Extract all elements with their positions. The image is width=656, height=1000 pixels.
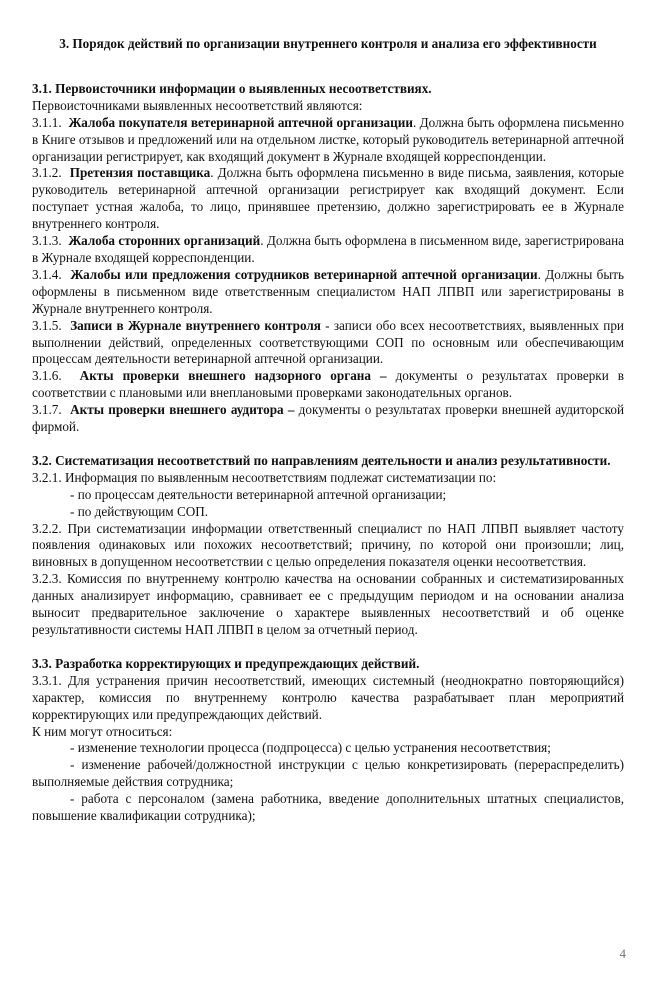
item-3-1-5 (32, 318, 624, 369)
item-bold-label: Акты проверки внешнего аудитора – (70, 402, 295, 418)
section-3-1-heading: 3.1. Первоисточники информации о выявленных несоответствиях. (32, 80, 432, 96)
page-title: 3. Порядок действий по организации внутреннего контроля и анализа его эффективности (59, 36, 597, 51)
list-item: - работа с персоналом (замена работника, введение дополнительных штатных специалистов, повышение квалификации сотрудника); (32, 791, 624, 824)
section-3-2-heading: 3.2. Систематизация несоответствий по направлениям деятельности и анализ результативности. (32, 452, 611, 468)
item-bold-label: Претензия поставщика (69, 165, 211, 181)
item-text: - записи обо всех несоответствиях, выявленных при выполнении действий, определенных соответствующими СОП по основным или обеспечивающим процессам деятельности ветеринарной аптечной организации. (32, 317, 624, 367)
item-text: . Должна быть оформлена письменно в виде письма, заявления, которые руководитель ветеринарной аптечной организации регистрирует как входящий документ. Если поступает устная жалоба, то лицо, принявшее претензию, должно зарегистрировать ее в Журнале внутреннего контроля. (32, 165, 625, 232)
list-item: - по действующим СОП. (70, 503, 209, 519)
item-bold-label: Жалоба покупателя ветеринарной аптечной организации (68, 114, 413, 130)
list-item: - по процессам деятельности ветеринарной аптечной организации; (70, 486, 447, 502)
paragraph-3-2-3: 3.2.3. Комиссия по внутреннему контролю качества на основании собранных и систематизированных данных анализирует информацию, сравнивает ее с предыдущим периодом и на основании анализа выносит предварительное заключение о характере выявленных несоответствий и об оценке результативности системы НАП ЛПВП в целом за отчетный период. (32, 571, 624, 637)
spacer (32, 436, 624, 453)
paragraph-3-2-1: 3.2.1. Информация по выявленным несоответствиям подлежат систематизации по: (32, 469, 497, 485)
item-3-1-2 (32, 165, 624, 233)
item-number: 3.1.2. (32, 165, 62, 181)
paragraph-3-2-2: 3.2.2. При систематизации информации ответственный специалист по НАП ЛПВП выявляет частоту появления одинаковых или похожих несоответствий; причину, по которой они произошли; лиц, виновных в допущенном несоответствии с целью определения показателя оценки несоответствия. (32, 520, 624, 570)
list-item: - изменение технологии процесса (подпроцесса) с целью устранения несоответствия; (70, 740, 551, 756)
item-number: 3.1.5. (32, 317, 62, 333)
item-number: 3.1.6. (32, 368, 62, 384)
item-number: 3.1.4. (32, 266, 62, 282)
item-number: 3.1.1. (32, 114, 62, 130)
item-3-1-7 (32, 402, 624, 436)
list-item: - изменение рабочей/должностной инструкции с целью конкретизировать (перераспределить) выполняемые действия сотрудника; (32, 757, 624, 790)
item-3-1-4 (32, 267, 624, 318)
item-bold-label: Жалобы или предложения сотрудников ветеринарной аптечной организации (70, 266, 538, 282)
item-bold-label: Акты проверки внешнего надзорного органа – (79, 368, 387, 384)
item-text: . Должна быть оформлена письменно в Книге отзывов и предложений или на отдельном листке, который руководитель ветеринарной аптечной организации регистрирует, как входящий документ в Журнале входящей корреспонденции. (32, 114, 624, 164)
paragraph-3-3-1: 3.3.1. Для устранения причин несоответствий, имеющих системный (неоднократно повторяющийся) характер, комиссия по внутреннему контролю качества разрабатывает план мероприятий корректирующих или предупреждающих действий. (32, 672, 624, 722)
item-3-1-6 (32, 368, 624, 402)
item-number: 3.1.3. (32, 233, 62, 249)
item-number: 3.1.7. (32, 402, 62, 418)
section-3-3-title: . Разработка корректирующих и предупреждающих действий. (48, 655, 420, 671)
item-bold-label: Жалоба сторонних организаций (68, 233, 261, 249)
item-3-1-3 (32, 233, 624, 267)
item-bold-label: Записи в Журнале внутреннего контроля (70, 317, 321, 333)
item-text: документы о результатах проверки внешней аудиторской фирмой. (32, 402, 625, 435)
paragraph-3-3-intro: К ним могут относиться: (32, 723, 173, 739)
section-3-3-heading (32, 656, 624, 673)
item-text: . Должна быть оформлена в письменном виде, зарегистрирована в Журнале входящей корреспонденции. (32, 233, 624, 265)
section-3-3-number: 3.3 (32, 655, 49, 671)
item-3-1-1 (32, 115, 624, 166)
page-number: 4 (619, 946, 626, 961)
section-3-1-intro: Первоисточниками выявленных несоответствий являются: (32, 97, 363, 113)
item-text: . Должны быть оформлены в письменном виде ответственным специалистом НАП ЛПВП или зарегистрированы в Журнале внутреннего контроля. (32, 266, 624, 316)
item-text: документы о результатах проверки в соответствии с плановыми или внеплановыми проверками законодательных органов. (32, 368, 624, 401)
spacer (32, 639, 624, 656)
